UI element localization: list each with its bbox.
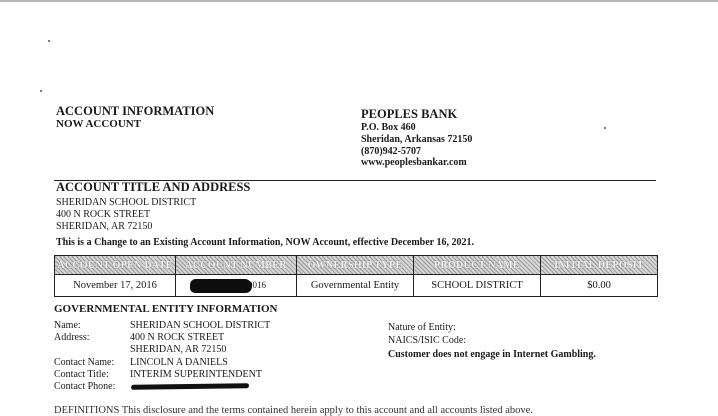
title-line1: SHERIDAN SCHOOL DISTRICT (56, 197, 197, 208)
entity-address-line2: SHERIDAN, AR 72150 (130, 344, 227, 355)
entity-heading: GOVERNMENTAL ENTITY INFORMATION (54, 303, 278, 315)
definitions-footer: DEFINITIONS This disclosure and the terms contained herein apply to this account and all accounts listed above. (54, 405, 533, 416)
entity-name-value: SHERIDAN SCHOOL DISTRICT (130, 320, 271, 331)
account-table-row (55, 275, 658, 297)
gambling-note: Customer does not engage in Internet Gambling. (388, 349, 596, 360)
naics-label: NAICS/ISIC Code: (388, 335, 467, 346)
contact-title-label: Contact Title: (54, 369, 109, 380)
top-border (0, 0, 718, 2)
bank-address-line2: Sheridan, Arkansas 72150 (361, 134, 473, 145)
bank-website: www.peoplesbankar.com (361, 157, 467, 168)
header-ownership-type: OWNERSHIP TYPE (297, 256, 414, 275)
scan-speck (40, 90, 42, 92)
bank-address-line1: P.O. Box 460 (361, 122, 416, 133)
header-account-number: ACCOUNT NUMBER (176, 256, 297, 275)
header-open-date: ACCOUNT OPEN DATE (55, 256, 176, 275)
scan-speck (604, 127, 606, 129)
scan-speck (48, 40, 50, 42)
change-notice: This is a Change to an Existing Account Information, NOW Account, effective December 16, 2021. (56, 237, 474, 248)
redaction-mark (131, 383, 249, 390)
cell-open-date: November 17, 2016 (55, 275, 176, 297)
cell-ownership-type: Governmental Entity (297, 275, 414, 297)
cell-product-name: SCHOOL DISTRICT (414, 275, 541, 297)
account-type-subheading: NOW ACCOUNT (56, 118, 142, 130)
contact-name-value: LINCOLN A DANIELS (130, 357, 228, 368)
contact-name-label: Contact Name: (54, 357, 115, 368)
header-initial-deposit: INITIAL DEPOSIT (541, 256, 658, 275)
cell-initial-deposit: $0.00 (541, 275, 658, 297)
title-address-heading: ACCOUNT TITLE AND ADDRESS (56, 180, 251, 194)
title-line3: SHERIDAN, AR 72150 (56, 221, 153, 232)
bank-name: PEOPLES BANK (361, 107, 458, 121)
account-table-header-row (55, 256, 658, 275)
account-info-heading: ACCOUNT INFORMATION (56, 104, 215, 118)
entity-name-label: Name: (54, 320, 81, 331)
contact-phone-label: Contact Phone: (54, 381, 116, 392)
account-table (54, 255, 658, 297)
bank-phone: (870)942-5707 (361, 146, 421, 157)
entity-address-line1: 400 N ROCK STREET (130, 332, 225, 343)
account-number-suffix: 0016 (248, 279, 266, 290)
entity-address-label: Address: (54, 332, 90, 343)
redaction-mark (190, 279, 252, 293)
nature-of-entity-label: Nature of Entity: (388, 322, 456, 333)
title-line2: 400 N ROCK STREET (56, 209, 151, 220)
header-product-name: PRODUCT NAME (414, 256, 541, 275)
cell-account-number (176, 275, 297, 297)
contact-title-value: INTERIM SUPERINTENDENT (130, 369, 262, 380)
